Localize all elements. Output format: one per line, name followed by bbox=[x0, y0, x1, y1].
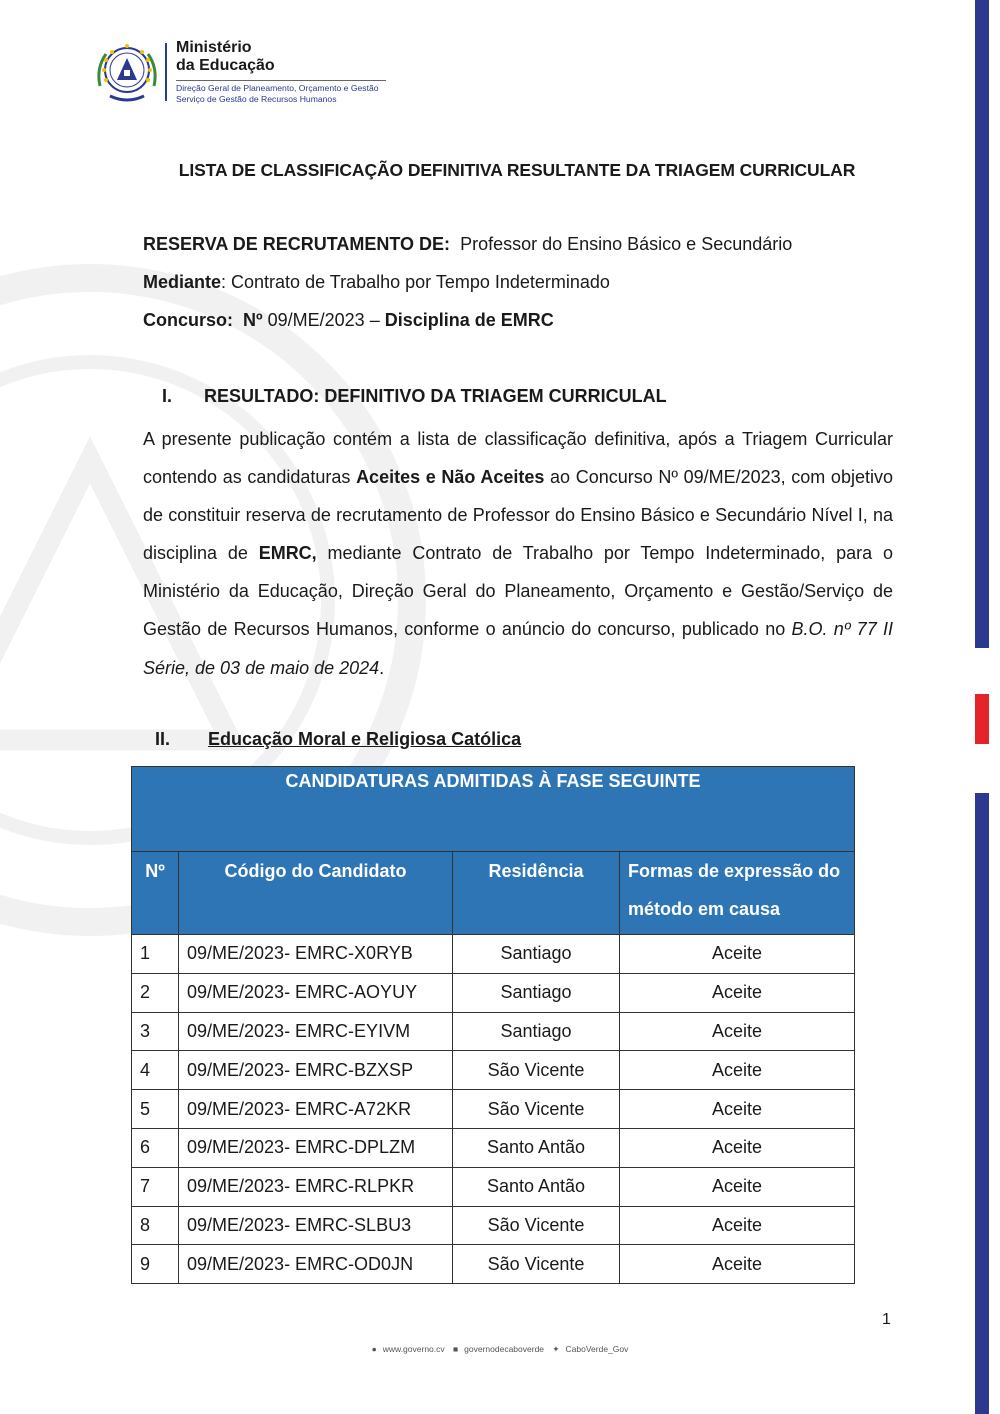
cell-code: 09/ME/2023- EMRC-RLPKR bbox=[179, 1167, 453, 1206]
table-row bbox=[132, 1090, 855, 1129]
cell-code: 09/ME/2023- EMRC-A72KR bbox=[179, 1090, 453, 1129]
cell-form: Aceite bbox=[620, 1090, 855, 1129]
cell-form: Aceite bbox=[620, 1206, 855, 1245]
table-row bbox=[132, 1051, 855, 1090]
col-header-code: Código do Candidato bbox=[179, 852, 453, 935]
cell-residence: São Vicente bbox=[453, 1206, 620, 1245]
cell-no: 7 bbox=[132, 1167, 179, 1206]
cell-code: 09/ME/2023- EMRC-SLBU3 bbox=[179, 1206, 453, 1245]
table-row bbox=[132, 935, 855, 974]
cell-residence: Santo Antão bbox=[453, 1167, 620, 1206]
ministry-rule bbox=[176, 80, 386, 81]
table-row bbox=[132, 973, 855, 1012]
directorate bbox=[176, 83, 379, 105]
para-italic-bo: B.O. nº 77 II Série, de 03 de maio de 2024 bbox=[143, 619, 893, 678]
reserva-line: RESERVA DE RECRUTAMENTO DE: Professor do Ensino Básico e Secundário bbox=[143, 234, 793, 254]
cell-code: 09/ME/2023- EMRC-DPLZM bbox=[179, 1128, 453, 1167]
section-2-numeral: II. bbox=[155, 729, 171, 749]
para-text-3: mediante Contrato de Trabalho por Tempo Indeterminado, para o Ministério da Educação, Direção Geral do Planeamento, Orçamento e Gestão/Serviço de Gestão de Recursos Humanos, conforme o anúncio do concurso, publicado no bbox=[143, 543, 893, 640]
cell-residence: São Vicente bbox=[453, 1051, 620, 1090]
cell-form: Aceite bbox=[620, 1051, 855, 1090]
concurso-line bbox=[143, 310, 554, 331]
cell-no: 6 bbox=[132, 1128, 179, 1167]
twitter-icon: ✦ bbox=[552, 1344, 560, 1354]
cell-no: 9 bbox=[132, 1245, 179, 1284]
page-number: 1 bbox=[882, 1311, 891, 1328]
cell-residence: São Vicente bbox=[453, 1090, 620, 1129]
cell-code: 09/ME/2023- EMRC-EYIVM bbox=[179, 1012, 453, 1051]
globe-icon: ● bbox=[371, 1344, 377, 1354]
cell-code: 09/ME/2023- EMRC-OD0JN bbox=[179, 1245, 453, 1284]
facebook-icon: ■ bbox=[453, 1344, 459, 1354]
footer bbox=[0, 1344, 1000, 1355]
cell-form: Aceite bbox=[620, 1245, 855, 1284]
directorate-name: Direção Geral de Planeamento, Orçamento e Gestão bbox=[176, 83, 379, 93]
cell-residence: Santiago bbox=[453, 935, 620, 974]
table-row bbox=[132, 1206, 855, 1245]
ministry-subtitle: da Educação bbox=[176, 57, 275, 74]
mediante-label: Mediante bbox=[143, 272, 222, 292]
disciplina: Disciplina de EMRC bbox=[384, 310, 554, 330]
col-header-residence: Residência bbox=[453, 852, 620, 935]
ministry-name bbox=[176, 39, 275, 75]
side-stripe-blue-bottom bbox=[975, 793, 989, 1414]
concurso-number: 09/ME/2023 bbox=[267, 310, 365, 330]
cell-no: 8 bbox=[132, 1206, 179, 1245]
cell-form: Aceite bbox=[620, 1128, 855, 1167]
cell-code: 09/ME/2023- EMRC-X0RYB bbox=[179, 935, 453, 974]
side-stripe-red bbox=[975, 694, 989, 744]
reserva-label: RESERVA DE RECRUTAMENTO DE bbox=[143, 234, 445, 254]
cell-code: 09/ME/2023- EMRC-AOYUY bbox=[179, 973, 453, 1012]
side-stripe-blue-top bbox=[975, 0, 989, 648]
concurso-label: Concurso: bbox=[143, 310, 233, 330]
header-divider bbox=[165, 43, 167, 101]
table-row bbox=[132, 1012, 855, 1051]
cell-no: 5 bbox=[132, 1090, 179, 1129]
cell-residence: Santiago bbox=[453, 973, 620, 1012]
section-1-numeral: I. bbox=[162, 386, 173, 406]
para-text-1: A presente publicação contém a lista de classificação definitiva, após a Triagem Curricular contendo as candidaturas bbox=[143, 429, 893, 488]
para-end: . bbox=[379, 657, 385, 678]
cell-residence: Santo Antão bbox=[453, 1128, 620, 1167]
cell-no: 4 bbox=[132, 1051, 179, 1090]
reserva-value: Professor do Ensino Básico e Secundário bbox=[460, 234, 793, 254]
cell-residence: Santiago bbox=[453, 1012, 620, 1051]
mediante-value: Contrato de Trabalho por Tempo Indeterminado bbox=[231, 272, 610, 292]
table-row bbox=[132, 1128, 855, 1167]
letterhead bbox=[92, 38, 412, 110]
concurso-no-label: Nº bbox=[243, 310, 263, 330]
col-header-form: Formas de expressão do método em causa bbox=[620, 852, 855, 935]
footer-twitter[interactable]: CaboVerde_Gov bbox=[565, 1344, 629, 1354]
section-2-heading: Educação Moral e Religiosa Católica bbox=[208, 729, 522, 749]
para-bold-2: EMRC, bbox=[258, 543, 317, 564]
cell-no: 1 bbox=[132, 935, 179, 974]
cell-form: Aceite bbox=[620, 935, 855, 974]
cell-form: Aceite bbox=[620, 973, 855, 1012]
cell-no: 2 bbox=[132, 973, 179, 1012]
cell-residence: São Vicente bbox=[453, 1245, 620, 1284]
ministry-title: Ministério bbox=[176, 39, 252, 56]
mediante-line: Mediante: Contrato de Trabalho por Tempo Indeterminado bbox=[143, 272, 610, 292]
table-row bbox=[132, 1167, 855, 1206]
cell-form: Aceite bbox=[620, 1012, 855, 1051]
footer-web[interactable]: www.governo.cv bbox=[382, 1344, 445, 1354]
concurso-dash: – bbox=[369, 310, 380, 330]
table-row bbox=[132, 1245, 855, 1284]
cell-no: 3 bbox=[132, 1012, 179, 1051]
section-1-paragraph bbox=[143, 420, 893, 687]
para-bold-1: Aceites e Não Aceites bbox=[356, 467, 545, 488]
col-header-no: Nº bbox=[132, 852, 179, 935]
section-1-heading: RESULTADO: DEFINITIVO DA TRIAGEM CURRICULAL bbox=[204, 386, 667, 406]
coat-of-arms-icon bbox=[92, 38, 162, 108]
service-name: Serviço de Gestão de Recursos Humanos bbox=[176, 94, 337, 104]
footer-facebook[interactable]: governodecaboverde bbox=[464, 1344, 545, 1354]
para-text-2: ao Concurso Nº 09/ME/2023, com objetivo de constituir reserva de recrutamento de Professor do Ensino Básico e Secundário Nível I, na disciplina de bbox=[143, 467, 893, 564]
cell-form: Aceite bbox=[620, 1167, 855, 1206]
table-banner: CANDIDATURAS ADMITIDAS À FASE SEGUINTE bbox=[132, 767, 855, 852]
cell-code: 09/ME/2023- EMRC-BZXSP bbox=[179, 1051, 453, 1090]
candidates-table bbox=[131, 766, 855, 1284]
document-title: LISTA DE CLASSIFICAÇÃO DEFINITIVA RESULTANTE DA TRIAGEM CURRICULAR bbox=[178, 160, 856, 180]
